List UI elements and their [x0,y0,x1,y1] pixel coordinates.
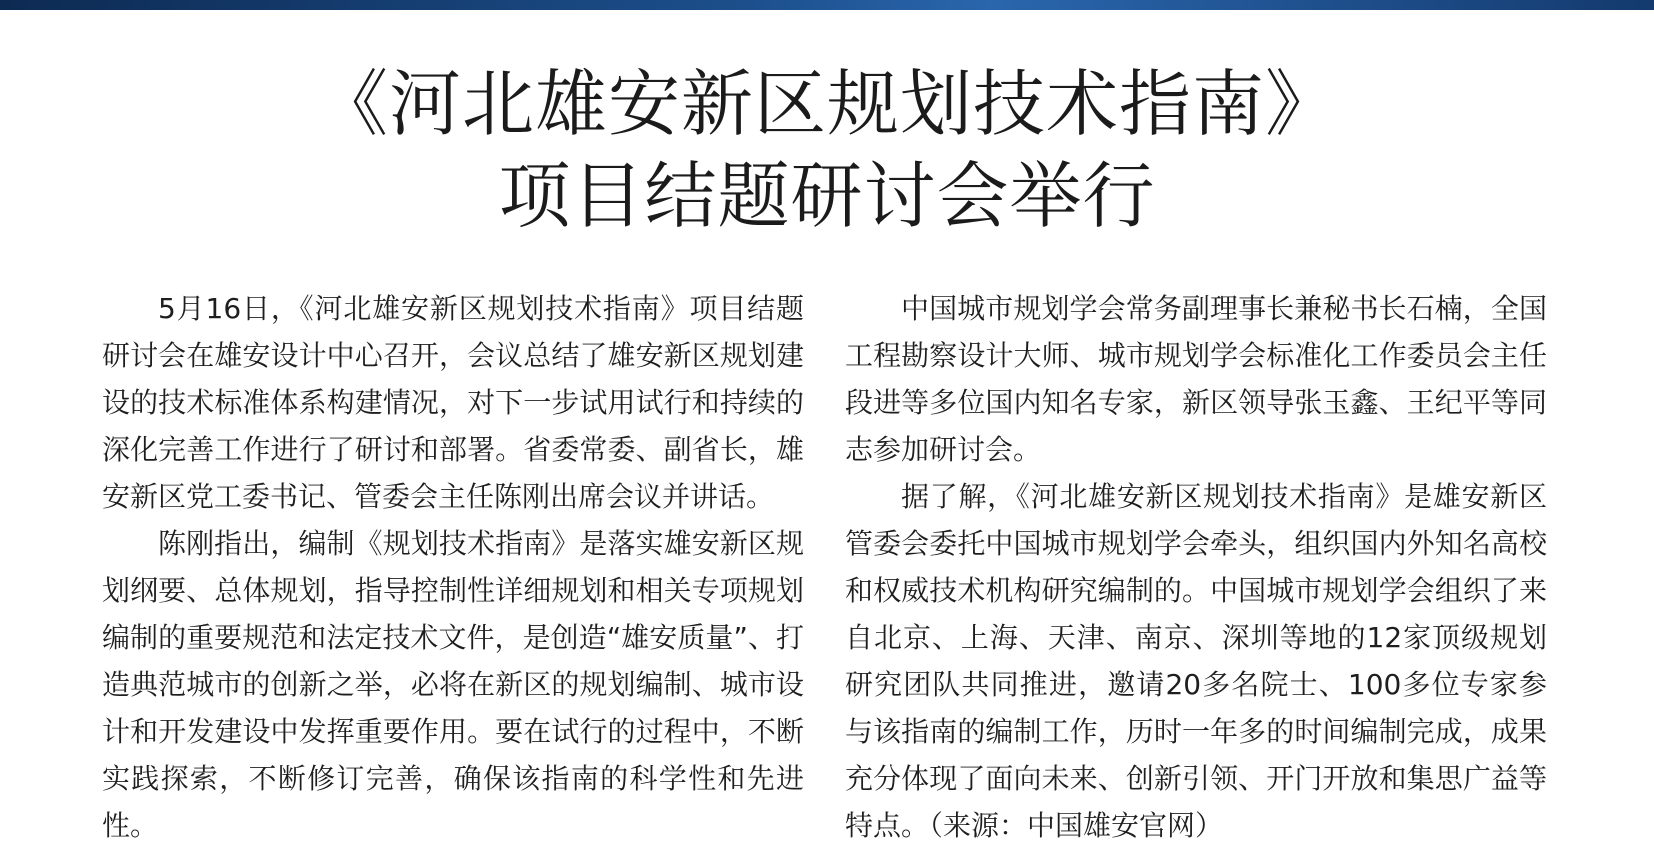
page-title [0,58,1654,242]
article-paragraph: 中国城市规划学会常务副理事长兼秘书长石楠，全国工程勘察设计大师、城市规划学会标准化工作委员会主任段进等多位国内知名专家，新区领导张玉鑫、王纪平等同志参加研讨会。 [845,292,1547,466]
title-line-2: 项目结题研讨会举行 [498,154,1156,238]
article-right-column [845,285,1547,849]
article-paragraph: 5月16日，《河北雄安新区规划技术指南》项目结题研讨会在雄安设计中心召开，会议总结了雄安新区规划建设的技术标准体系构建情况，对下一步试用试行和持续的深化完善工作进行了研讨和部署。省委常委、副省长，雄安新区党工委书记、管委会主任陈刚出席会议并讲话。 [102,292,804,513]
title-line-1: 《河北雄安新区规划技术指南》 [315,62,1338,146]
article-paragraph: 据了解，《河北雄安新区规划技术指南》是雄安新区管委会委托中国城市规划学会牵头，组织国内外知名高校和权威技术机构研究编制的。中国城市规划学会组织了来自北京、上海、天津、南京、深圳等地的12家顶级规划研究团队共同推进，邀请20多名院士、100多位专家参与该指南的编制工作，历时一年多的时间编制完成，成果充分体现了面向未来、创新引领、开门开放和集思广益等特点。（来源：中国雄安官网） [845,480,1547,842]
top-accent-bar [0,0,1654,10]
article-paragraph: 陈刚指出，编制《规划技术指南》是落实雄安新区规划纲要、总体规划，指导控制性详细规划和相关专项规划编制的重要规范和法定技术文件，是创造“雄安质量”、打造典范城市的创新之举，必将在新区的规划编制、城市设计和开发建设中发挥重要作用。要在试行的过程中，不断实践探索，不断修订完善，确保该指南的科学性和先进性。 [102,527,804,842]
article-left-column [102,285,804,849]
